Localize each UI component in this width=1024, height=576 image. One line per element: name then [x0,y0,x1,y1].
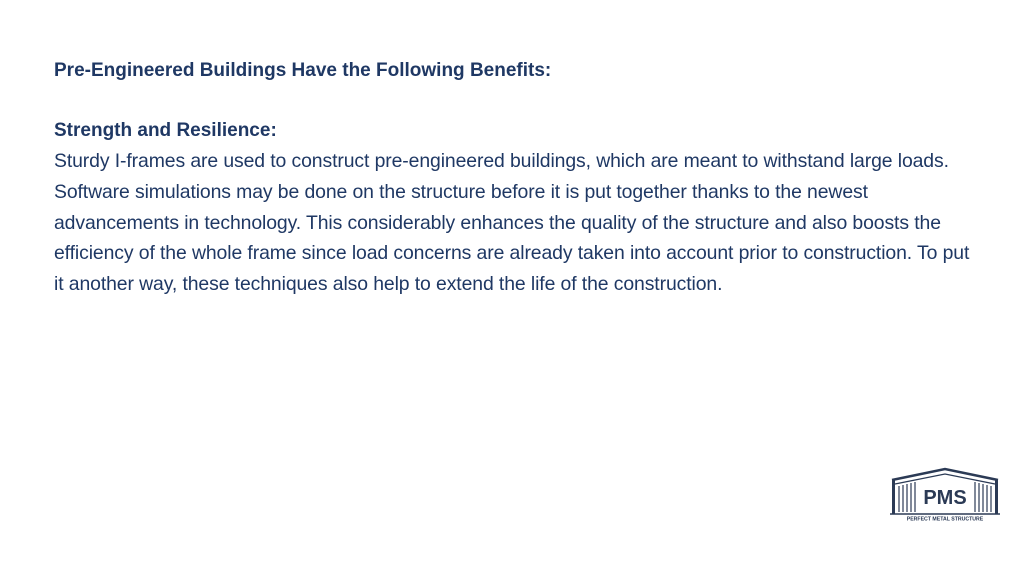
pms-logo [886,466,1004,524]
section-subheading: Strength and Resilience: [54,120,277,141]
section-body: Sturdy I-frames are used to construct pre-engineered buildings, which are meant to withstand large loads. Software simulations may be done on the structure before it is put together thanks to the newest advancements in technology. This considerably enhances the quality of the structure and also boosts the efficiency of the whole frame since load concerns are already taken into account prior to construction. To put it another way, these techniques also help to extend the life of the construction. [54,150,970,296]
logo-tagline: PERFECT METAL STRUCTURE [906,516,984,523]
spacer [54,86,974,116]
logo-initials: PMS [923,487,967,509]
metal-building-frame-icon [886,466,1004,524]
slide-content [54,56,974,300]
slide-heading: Pre-Engineered Buildings Have the Following Benefits: [54,60,552,81]
